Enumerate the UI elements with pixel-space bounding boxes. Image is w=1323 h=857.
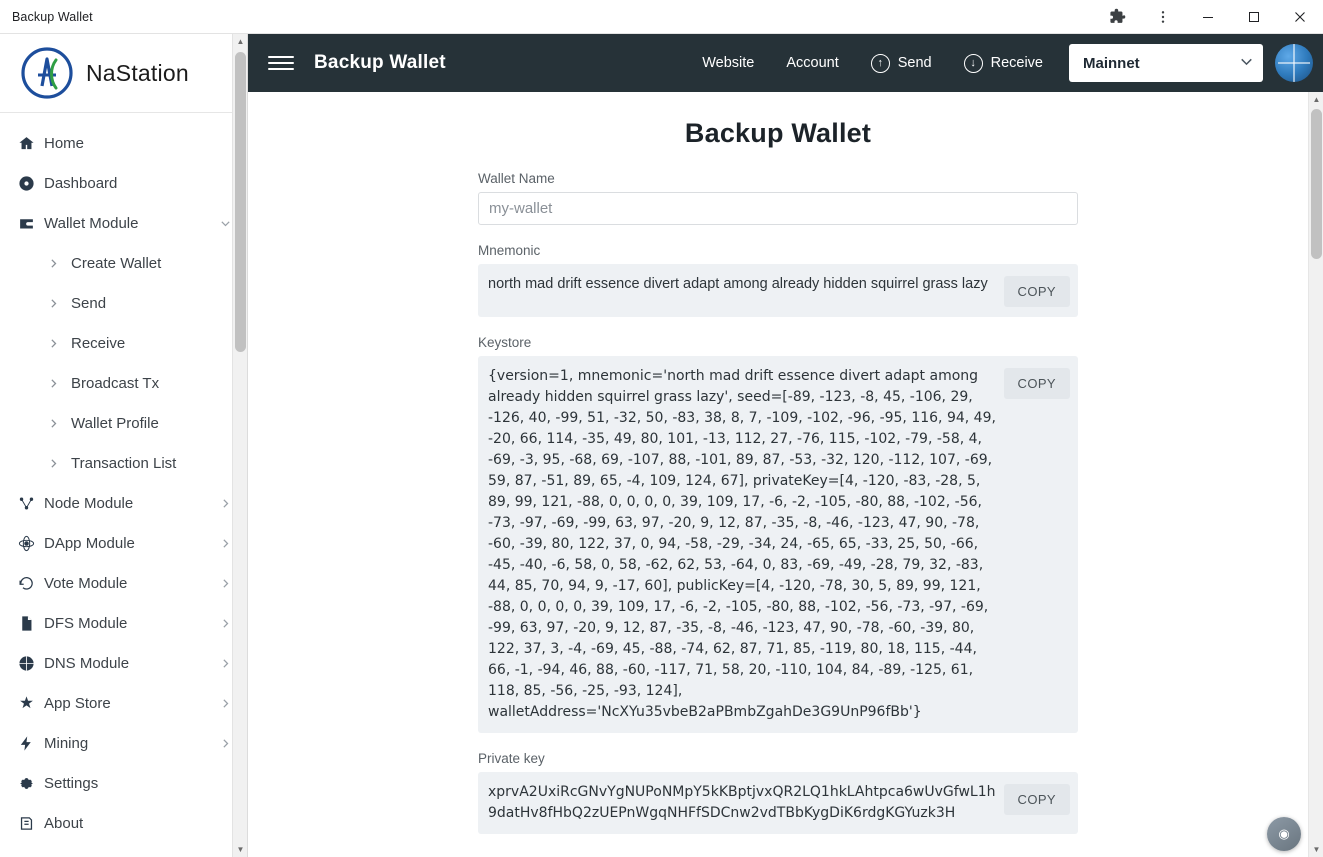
mnemonic-label: Mnemonic (478, 243, 541, 258)
keystore-value: {version=1, mnemonic='north mad drift essence divert adapt among already hidden squirrel grass lazy', seed=[-89, -123, -8, 45, -106, 29, -126, 40, -99, 51, -32, 50, -83, 38, 8, 7, -109, -102, -96, -95, 116, 94, 49, -20, 66, 114, -35, 49, 80, 101, -13, 112, 27, -76, 115, -102, -79, -58, 4, -69, -3, 95, -68, 69, -107, 88, -101, 89, 87, -53, -32, 120, -112, 107, -69, 59, 87, -51, 89, 65, -4, 109, 124, 67], privateKey=[4, -120, -83, -28, 5, 89, 99, 121, -88, 0, 0, 0, 0, 39, 109, 17, -6, -2, -105, -80, 88, -102, -56, -73, -97, -69, -99, 63, 97, -20, 9, 12, 87, -35, -8, -46, -123, 47, 90, -78, -60, -39, 80, 122, 37, 0, 94, -58, -29, -34, 24, -65, 65, -33, 25, 50, -66, -45, -40, -6, 58, 0, 58, -62, 62, 53, -64, 0, 83, -69, -49, -28, 79, 32, -83, 44, 85, 70, 94, 9, -17, 60], publicKey=[4, -120, -78, 30, 5, 89, 99, 121, -88, 0, 0, 0, 0, 39, 109, 17, -6, -2, -105, -80, 88, -102, -56, -73, -97, -69, -99, 63, 97, -20, 9, 12, 87, -35, -8, -46, -123, 47, 90, -78, -60, -39, 80, 122, 37, 3, -4, -69, 45, -88, -74, 62, 87, 71, 85, -119, 80, 18, 115, -44, 66, -1, -94, 46, 88, -60, -117, 71, 58, 20, -110, 104, 84, -89, -125, 61, 118, 85, -56, -25, -93, 124], walletAddress='NcXYu35vbeB2aPBmbZgahDe3G9UnP96fBb'} (488, 368, 996, 720)
sidebar-item-label: Settings (44, 774, 99, 792)
sidebar-item-label: DFS Module (44, 614, 128, 632)
chevron-right-icon (48, 298, 59, 309)
sidebar-item-label: Vote Module (44, 574, 128, 592)
app-title: Backup Wallet (314, 52, 446, 73)
scroll-down-icon[interactable]: ▼ (1312, 845, 1321, 854)
arrow-up-circle-icon: ↑ (871, 54, 890, 73)
mnemonic-field (478, 243, 1078, 317)
brand-name: NaStation (86, 59, 189, 86)
home-icon (18, 135, 44, 152)
wallet-name-label: Wallet Name (478, 171, 555, 186)
sidebar-nav (0, 113, 247, 857)
brand[interactable] (0, 34, 247, 113)
chevron-right-icon (48, 378, 59, 389)
backup-wallet-form (478, 171, 1078, 834)
close-button[interactable] (1277, 0, 1323, 33)
info-icon (18, 815, 44, 832)
sidebar-item-wallet-profile[interactable] (0, 403, 247, 443)
app-toolbar (248, 34, 1323, 92)
sidebar-subitem-label: Create Wallet (71, 254, 162, 272)
network-selected-value: Mainnet (1083, 54, 1140, 72)
scroll-down-icon[interactable]: ▼ (233, 842, 248, 857)
page-title: Backup Wallet (684, 118, 872, 148)
copy-private-key-button[interactable]: COPY (1004, 784, 1070, 815)
window-titlebar (0, 0, 1323, 34)
mnemonic-value: north mad drift essence divert adapt among already hidden squirrel grass lazy (488, 276, 988, 292)
send-button[interactable] (855, 44, 948, 82)
chevron-down-icon (1240, 55, 1253, 71)
sidebar-item-home[interactable] (0, 123, 247, 163)
sidebar-item-dapp-module[interactable] (0, 523, 247, 563)
star-icon (18, 695, 44, 712)
private-key-label: Private key (478, 751, 545, 766)
sidebar-item-label: Mining (44, 734, 89, 752)
sidebar-item-transaction-list[interactable] (0, 443, 247, 483)
main-pane (248, 34, 1323, 857)
sidebar-item-dashboard[interactable] (0, 163, 247, 203)
bolt-icon (18, 735, 44, 752)
sidebar-item-wallet-module[interactable] (0, 203, 247, 243)
sidebar-item-label: DApp Module (44, 534, 135, 552)
hamburger-icon[interactable] (264, 46, 298, 80)
sidebar-item-label: App Store (44, 694, 111, 712)
arrow-down-circle-icon: ↓ (964, 54, 983, 73)
receive-button[interactable] (948, 44, 1059, 82)
sidebar-item-label: About (44, 814, 84, 832)
sidebar-item-app-store[interactable] (0, 683, 247, 723)
window-body (0, 34, 1323, 857)
sidebar-subitem-label: Transaction List (71, 454, 177, 472)
chevron-right-icon (48, 418, 59, 429)
keystore-label: Keystore (478, 335, 532, 350)
wallet-name-field (478, 171, 1078, 225)
mnemonic-box (478, 264, 1078, 317)
kebab-menu-icon[interactable] (1140, 0, 1185, 33)
keystore-box (478, 356, 1078, 733)
chevron-right-icon (48, 258, 59, 269)
account-button[interactable] (770, 44, 854, 82)
send-label: Send (897, 55, 932, 71)
sidebar-scrollbar-thumb[interactable] (235, 52, 246, 352)
sidebar-scrollbar[interactable] (232, 34, 247, 857)
sidebar-item-label: Node Module (44, 494, 134, 512)
nastation-logo-icon (20, 46, 74, 100)
chevron-right-icon (220, 658, 231, 669)
chevron-right-icon (220, 618, 231, 629)
gear-icon (18, 775, 44, 792)
chevron-right-icon (220, 738, 231, 749)
dns-icon (18, 655, 44, 672)
copy-mnemonic-button[interactable]: COPY (1004, 276, 1070, 307)
keystore-field (478, 335, 1078, 733)
network-select[interactable] (1069, 44, 1263, 82)
sidebar-item-about[interactable] (0, 803, 247, 843)
sidebar-item-broadcast-tx[interactable] (0, 363, 247, 403)
assistant-icon[interactable]: ◉ (1267, 817, 1301, 851)
sidebar-item-label: Home (44, 134, 85, 152)
content-area (248, 92, 1323, 857)
scroll-up-icon[interactable]: ▲ (233, 34, 248, 49)
globe-icon[interactable] (1275, 44, 1313, 82)
chevron-right-icon (220, 498, 231, 509)
content-scrollbar[interactable] (1308, 92, 1323, 857)
wallet-name-input[interactable]: my-wallet (478, 192, 1078, 225)
chevron-right-icon (220, 698, 231, 709)
sidebar-item-vote-module[interactable] (0, 563, 247, 603)
scroll-up-icon[interactable]: ▲ (1312, 95, 1321, 104)
file-icon (18, 615, 44, 632)
sidebar-item-send[interactable] (0, 283, 247, 323)
account-label: Account (786, 55, 839, 71)
minimize-button[interactable] (1185, 0, 1231, 33)
receive-label: Receive (990, 55, 1043, 71)
chevron-right-icon (220, 538, 231, 549)
sidebar-item-create-wallet[interactable] (0, 243, 247, 283)
private-key-box (478, 772, 1078, 834)
sidebar-item-dns-module[interactable] (0, 643, 247, 683)
dashboard-icon (18, 175, 44, 192)
private-key-field (478, 751, 1078, 834)
sidebar-item-node-module[interactable] (0, 483, 247, 523)
chevron-right-icon (220, 578, 231, 589)
website-button[interactable] (686, 44, 770, 82)
chevron-down-icon (220, 218, 231, 229)
window-title: Backup Wallet (12, 9, 93, 24)
backup-wallet-page (248, 92, 1308, 857)
vote-icon (18, 575, 44, 592)
sidebar-item-label: DNS Module (44, 654, 130, 672)
sidebar (0, 34, 248, 857)
sidebar-subitem-label: Receive (71, 334, 126, 352)
sidebar-item-label: Dashboard (44, 174, 118, 192)
titlebar-icons (1095, 0, 1323, 33)
copy-keystore-button[interactable]: COPY (1004, 368, 1070, 399)
sidebar-item-label: Wallet Module (44, 214, 139, 232)
sidebar-item-settings[interactable] (0, 763, 247, 803)
sidebar-subitem-label: Broadcast Tx (71, 374, 160, 392)
chevron-right-icon (48, 458, 59, 469)
sidebar-item-receive[interactable] (0, 323, 247, 363)
dapp-icon (18, 535, 44, 552)
chevron-right-icon (48, 338, 59, 349)
node-icon (18, 495, 44, 512)
website-label: Website (702, 55, 755, 71)
sidebar-item-mining[interactable] (0, 723, 247, 763)
sidebar-subitem-label: Wallet Profile (71, 414, 159, 432)
private-key-value: xprvA2UxiRcGNvYgNUPoNMpY5kKBptjvxQR2LQ1hkLAhtpca6wUvGfwL1h9datHv8fHbQ2zUEPnWgqNHFfSDCnw2vdTBbKygDiK6rdgKGYuzk3H (488, 784, 996, 821)
content-scrollbar-thumb[interactable] (1311, 109, 1322, 259)
puzzle-icon[interactable] (1095, 0, 1140, 33)
wallet-icon (18, 215, 44, 232)
sidebar-item-dfs-module[interactable] (0, 603, 247, 643)
sidebar-subitem-label: Send (71, 294, 107, 312)
maximize-button[interactable] (1231, 0, 1277, 33)
